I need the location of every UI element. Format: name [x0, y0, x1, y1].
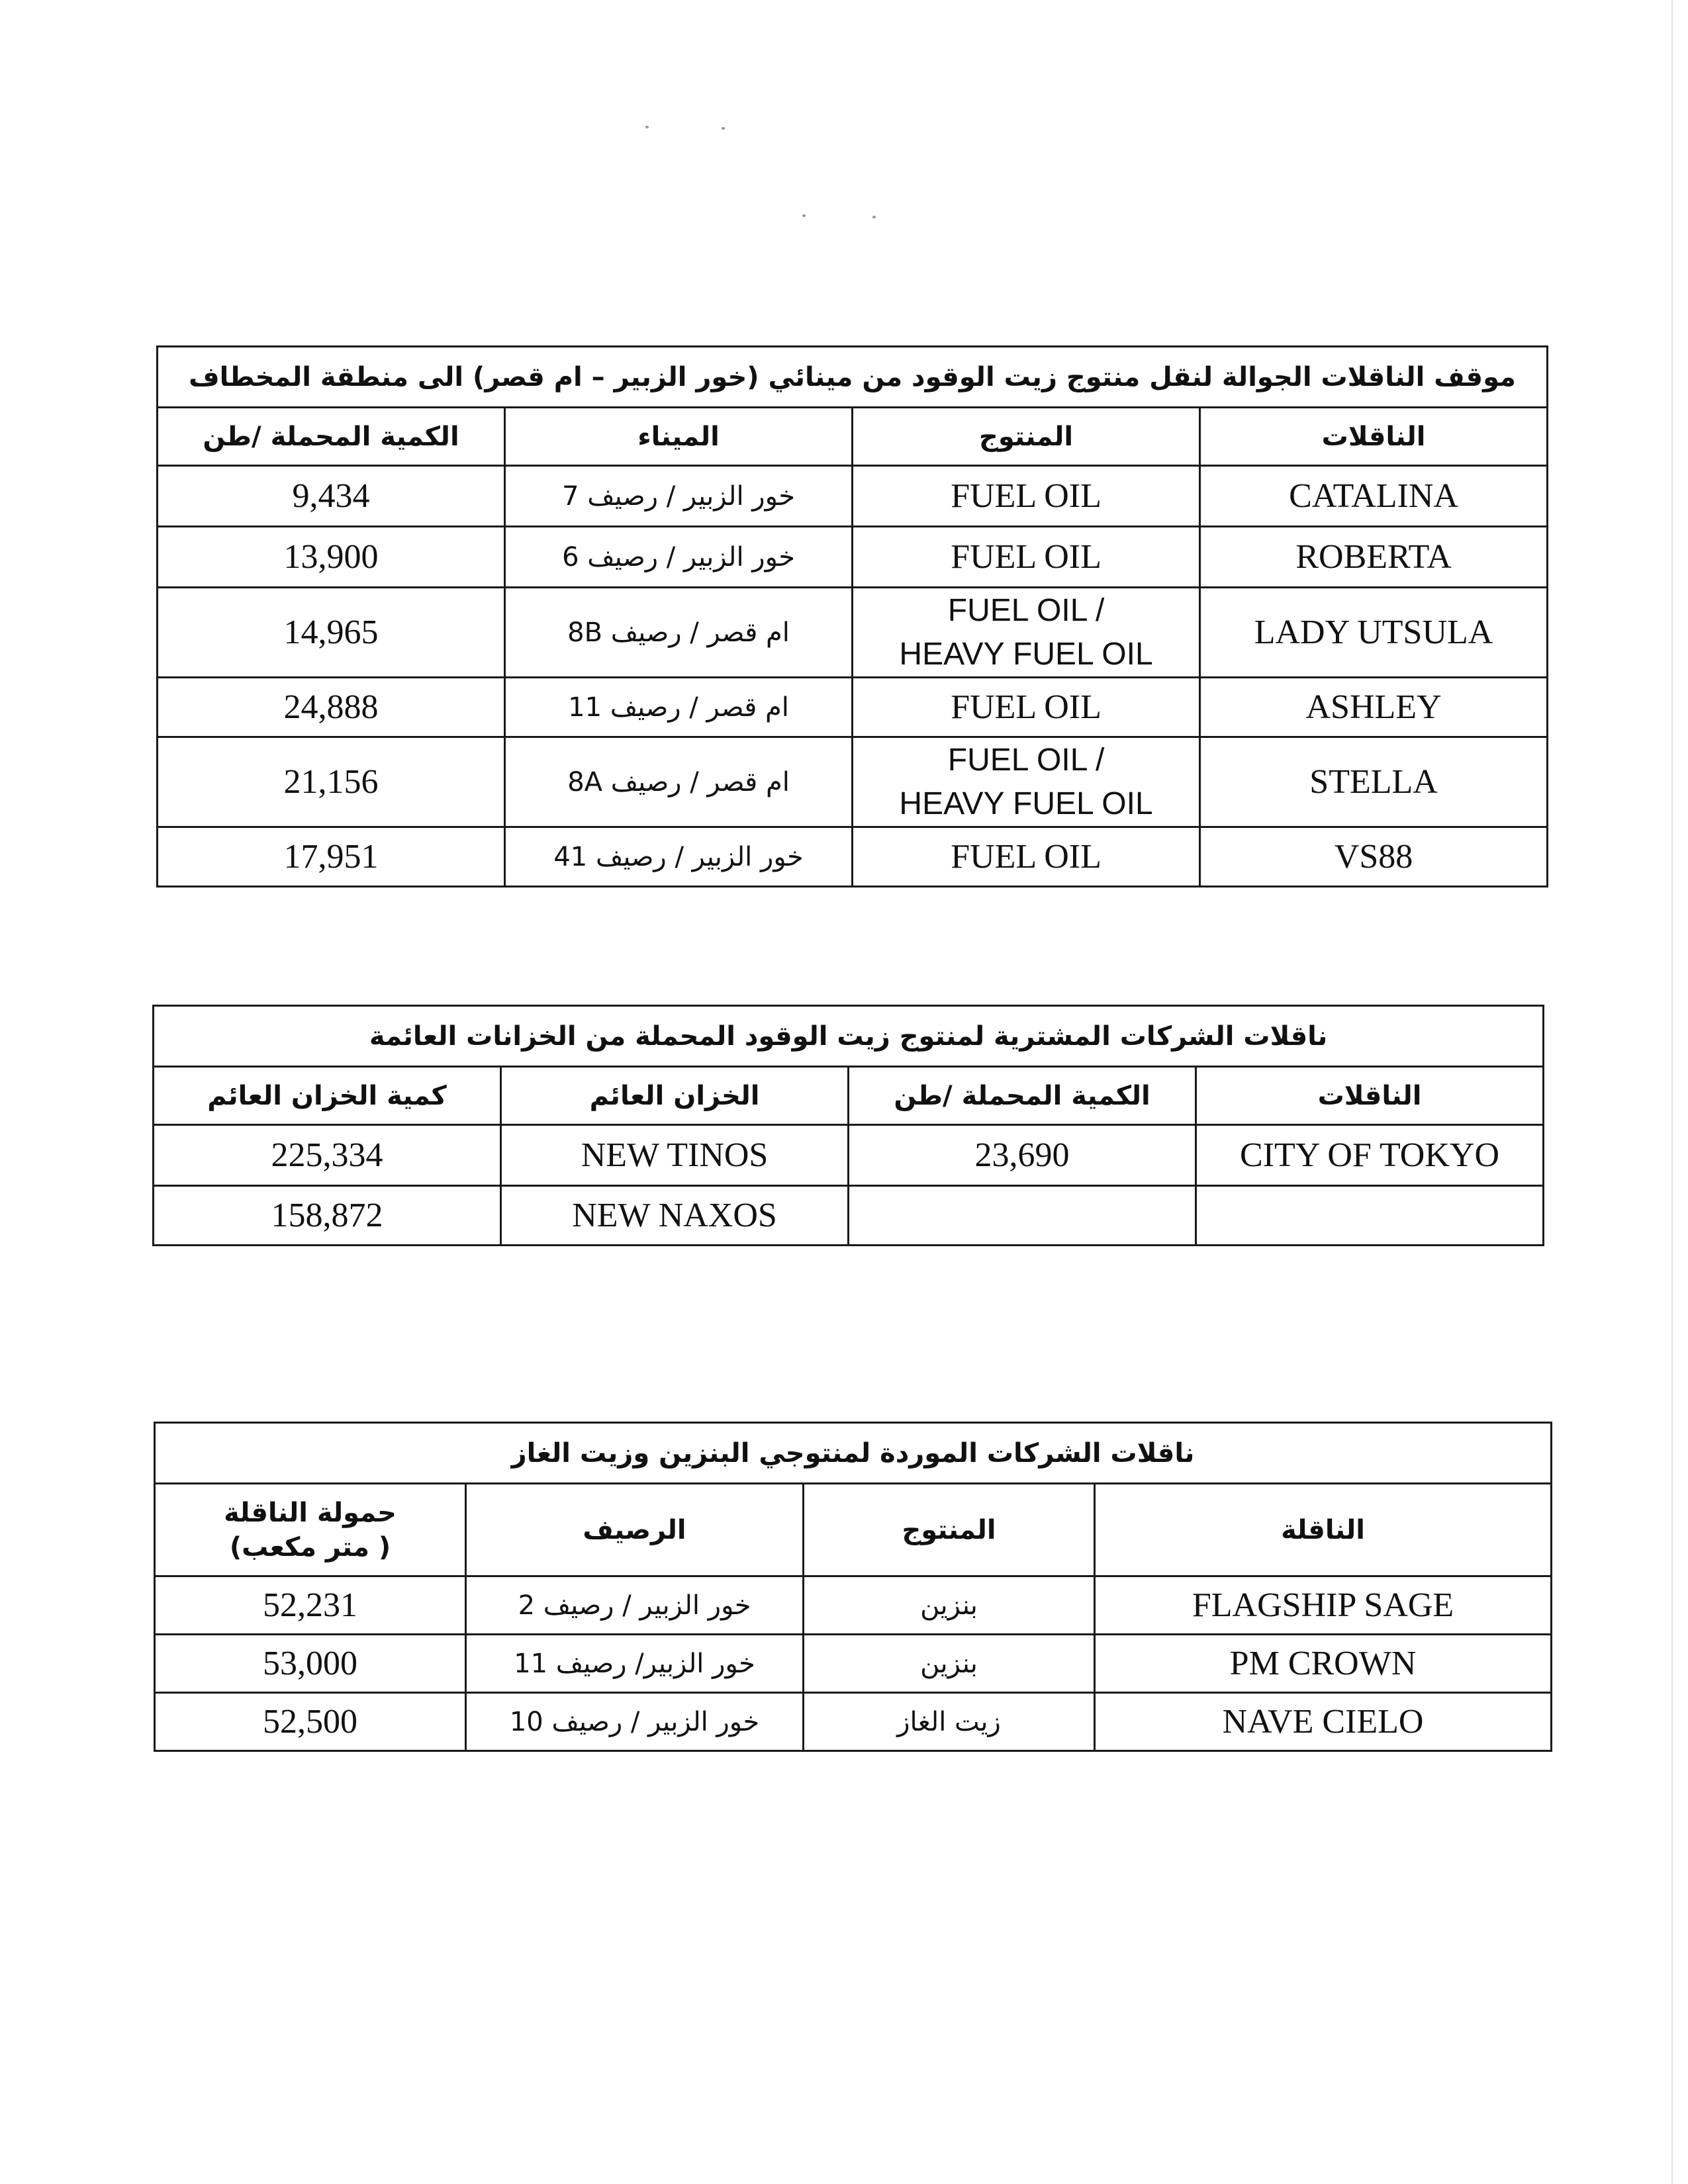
column-header: المنتوج [853, 408, 1200, 466]
tanker-name: ROBERTA [1200, 527, 1548, 588]
table-row [158, 737, 1548, 827]
loaded-quantity: 21,156 [158, 737, 505, 827]
floating-tank-quantity: 225,334 [154, 1125, 501, 1186]
gasoline-gasoil-tankers-table [154, 1422, 1552, 1752]
table-row [158, 827, 1548, 887]
table-title: موقف الناقلات الجوالة لنقل منتوج زيت الوقود من مينائي (خور الزبير – ام قصر) الى منطقة المخطاف [158, 347, 1548, 408]
table-title: ناقلات الشركات الموردة لمنتوجي البنزين وزيت الغاز [155, 1423, 1552, 1484]
port: ام قصر / رصيف 8B [505, 588, 853, 678]
scan-speck [722, 127, 725, 130]
tanker-name: PM CROWN [1095, 1635, 1552, 1693]
tanker-name: STELLA [1200, 737, 1548, 827]
table-row [158, 678, 1548, 737]
floating-tank: NEW TINOS [501, 1125, 849, 1186]
product: FUEL OIL [853, 827, 1200, 887]
column-header: كمية الخزان العائم [154, 1067, 501, 1125]
table-row [158, 588, 1548, 678]
column-header: الميناء [505, 408, 853, 466]
column-header: الكمية المحملة /طن [849, 1067, 1196, 1125]
product: FUEL OIL / HEAVY FUEL OIL [853, 588, 1200, 678]
tanker-capacity: 52,231 [155, 1576, 466, 1635]
table-row [154, 1186, 1544, 1246]
floating-tank: NEW NAXOS [501, 1186, 849, 1246]
tanker-capacity: 53,000 [155, 1635, 466, 1693]
product: FUEL OIL [853, 527, 1200, 588]
column-header: الناقلة [1095, 1484, 1552, 1576]
tanker-name: LADY UTSULA [1200, 588, 1548, 678]
product: زيت الغاز [804, 1693, 1095, 1751]
tanker-name: CATALINA [1200, 466, 1548, 527]
table-row [155, 1635, 1552, 1693]
loaded-quantity: 14,965 [158, 588, 505, 678]
product: بنزين [804, 1635, 1095, 1693]
table-title: ناقلات الشركات المشترية لمنتوج زيت الوقود المحملة من الخزانات العائمة [154, 1006, 1544, 1067]
column-header: الكمية المحملة /طن [158, 408, 505, 466]
table-row [155, 1576, 1552, 1635]
berth: خور الزبير/ رصيف 11 [466, 1635, 804, 1693]
loaded-quantity: 23,690 [849, 1125, 1196, 1186]
scan-speck [872, 216, 876, 218]
table-row [154, 1125, 1544, 1186]
product: FUEL OIL [853, 678, 1200, 737]
column-header: الرصيف [466, 1484, 804, 1576]
loaded-quantity: 9,434 [158, 466, 505, 527]
tanker-name: CITY OF TOKYO [1196, 1125, 1544, 1186]
berth: خور الزبير / رصيف 10 [466, 1693, 804, 1751]
port: خور الزبير / رصيف 6 [505, 527, 853, 588]
column-header: الناقلات [1200, 408, 1548, 466]
floating-tank-quantity: 158,872 [154, 1186, 501, 1246]
scan-speck [645, 126, 649, 128]
tanker-name: FLAGSHIP SAGE [1095, 1576, 1552, 1635]
loaded-quantity: 17,951 [158, 827, 505, 887]
product: بنزين [804, 1576, 1095, 1635]
floating-storage-table [152, 1005, 1544, 1246]
loaded-quantity: 13,900 [158, 527, 505, 588]
port: ام قصر / رصيف 8A [505, 737, 853, 827]
product: FUEL OIL [853, 466, 1200, 527]
tanker-name: ASHLEY [1200, 678, 1548, 737]
tanker-name: NAVE CIELO [1095, 1693, 1552, 1751]
column-header: حمولة الناقلة ( متر مكعب) [155, 1484, 466, 1576]
fuel-oil-tankers-table [156, 345, 1548, 887]
port: خور الزبير / رصيف 7 [505, 466, 853, 527]
tanker-capacity: 52,500 [155, 1693, 466, 1751]
table-row [158, 527, 1548, 588]
column-header: الناقلات [1196, 1067, 1544, 1125]
scan-edge-line [1671, 0, 1673, 2184]
tanker-name [1196, 1186, 1544, 1246]
product: FUEL OIL / HEAVY FUEL OIL [853, 737, 1200, 827]
tanker-name: VS88 [1200, 827, 1548, 887]
table-row [158, 466, 1548, 527]
loaded-quantity [849, 1186, 1196, 1246]
table-row [155, 1693, 1552, 1751]
port: ام قصر / رصيف 11 [505, 678, 853, 737]
port: خور الزبير / رصيف 41 [505, 827, 853, 887]
berth: خور الزبير / رصيف 2 [466, 1576, 804, 1635]
loaded-quantity: 24,888 [158, 678, 505, 737]
scan-speck [802, 214, 806, 217]
column-header: الخزان العائم [501, 1067, 849, 1125]
column-header: المنتوج [804, 1484, 1095, 1576]
